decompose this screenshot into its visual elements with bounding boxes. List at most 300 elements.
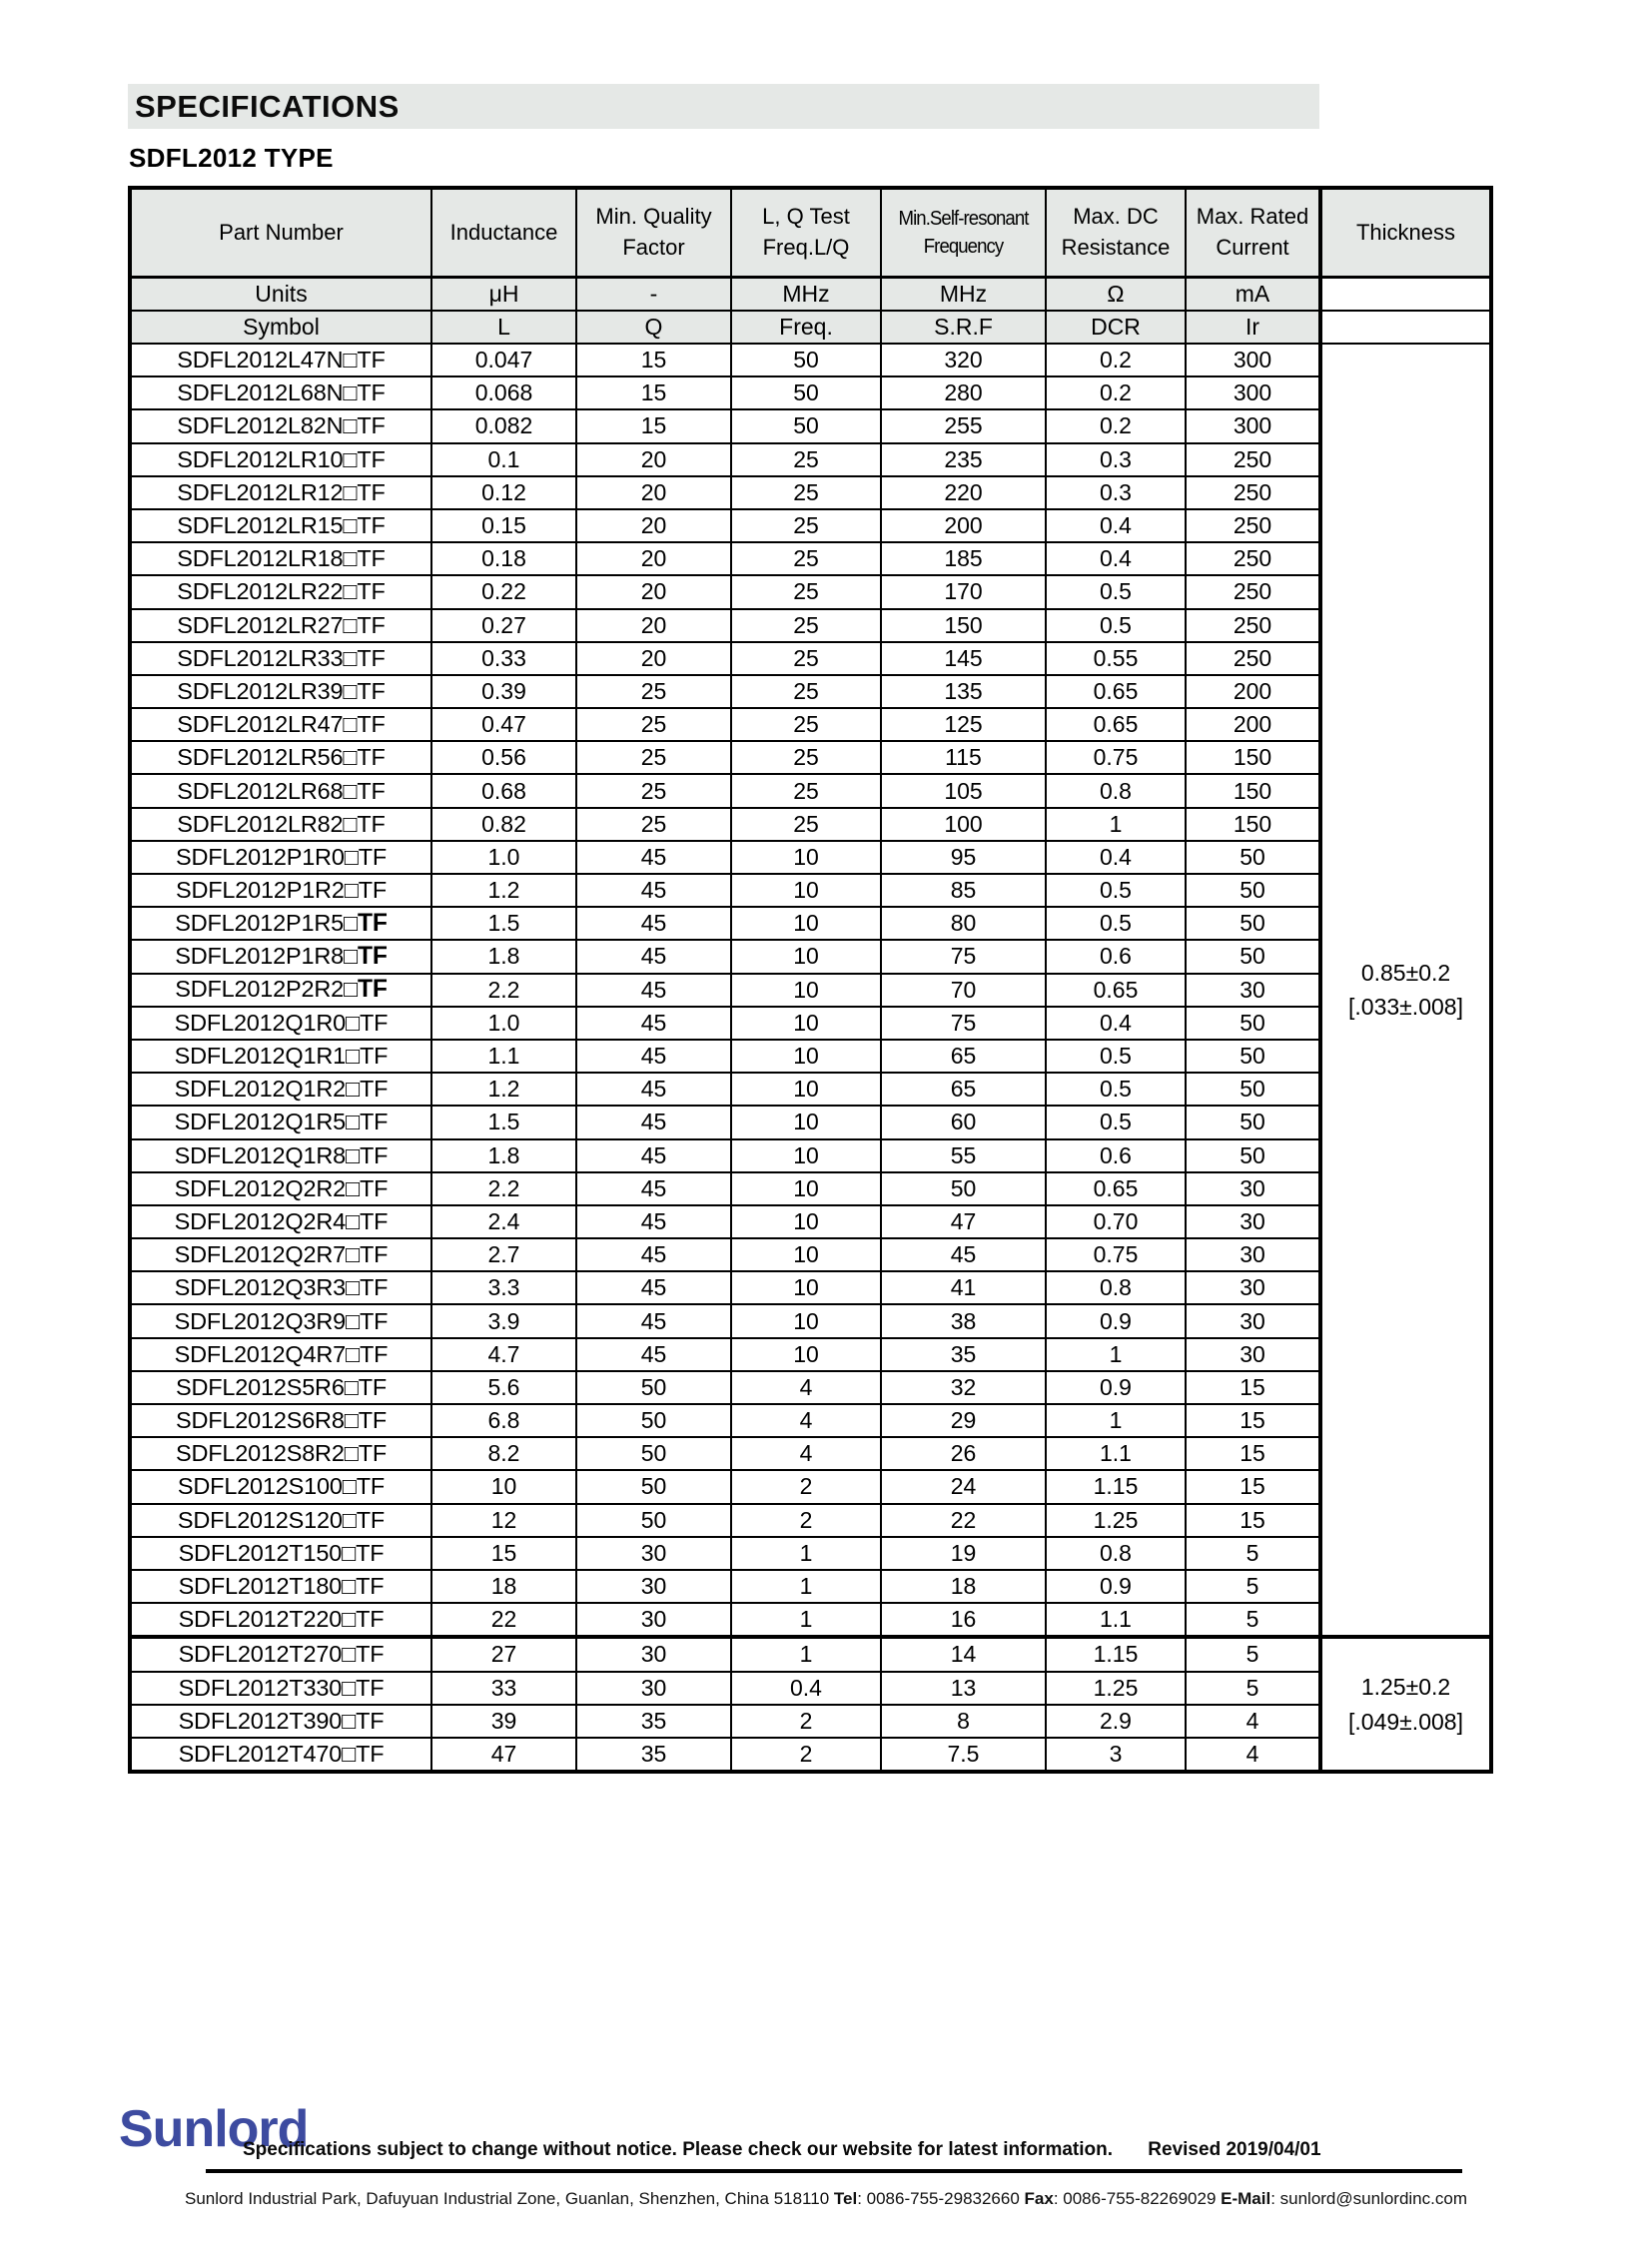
- table-row: [130, 1504, 1491, 1537]
- part-number-cell: SDFL2012P1R5□TF: [130, 907, 431, 940]
- quality-factor-cell: 45: [576, 874, 731, 907]
- rated-current-cell: 300: [1186, 376, 1320, 409]
- inductance-cell: 2.4: [431, 1205, 576, 1238]
- dcr-cell: 0.4: [1046, 542, 1186, 575]
- quality-factor-cell: 45: [576, 1205, 731, 1238]
- srf-cell: 255: [881, 409, 1046, 442]
- dcr-cell: 1.1: [1046, 1603, 1186, 1637]
- table-row: [130, 1238, 1491, 1271]
- table-row: [130, 1106, 1491, 1138]
- symbol-rated-current: Ir: [1186, 311, 1320, 344]
- quality-factor-cell: 30: [576, 1637, 731, 1671]
- dcr-cell: 1: [1046, 1404, 1186, 1437]
- test-freq-cell: 25: [731, 774, 881, 807]
- test-freq-cell: 1: [731, 1537, 881, 1570]
- col-header-inductance: Inductance: [431, 188, 576, 278]
- inductance-cell: 0.56: [431, 741, 576, 774]
- rated-current-cell: 30: [1186, 1205, 1320, 1238]
- quality-factor-cell: 45: [576, 1007, 731, 1040]
- test-freq-cell: 2: [731, 1705, 881, 1738]
- test-freq-cell: 25: [731, 642, 881, 675]
- inductance-cell: 0.1: [431, 443, 576, 476]
- part-number-cell: SDFL2012Q4R7□TF: [130, 1338, 431, 1371]
- srf-cell: 135: [881, 675, 1046, 708]
- test-freq-cell: 10: [731, 1007, 881, 1040]
- inductance-cell: 1.2: [431, 874, 576, 907]
- table-row: [130, 1007, 1491, 1040]
- inductance-cell: 15: [431, 1537, 576, 1570]
- quality-factor-cell: 50: [576, 1470, 731, 1503]
- quality-factor-cell: 50: [576, 1404, 731, 1437]
- test-freq-cell: 10: [731, 907, 881, 940]
- quality-factor-cell: 35: [576, 1738, 731, 1772]
- inductance-cell: 1.5: [431, 1106, 576, 1138]
- srf-cell: 70: [881, 974, 1046, 1007]
- inductance-cell: 4.7: [431, 1338, 576, 1371]
- dcr-cell: 0.65: [1046, 974, 1186, 1007]
- inductance-cell: 0.68: [431, 774, 576, 807]
- thickness-value-mm: 0.85±0.2: [1360, 959, 1451, 986]
- test-freq-cell: 25: [731, 509, 881, 542]
- quality-factor-cell: 45: [576, 1338, 731, 1371]
- part-number-cell: SDFL2012P1R2□TF: [130, 874, 431, 907]
- inductance-cell: 22: [431, 1603, 576, 1637]
- rated-current-cell: 5: [1186, 1672, 1320, 1705]
- footer-address: [0, 2189, 1652, 2209]
- srf-cell: 24: [881, 1470, 1046, 1503]
- test-freq-cell: 10: [731, 1172, 881, 1205]
- srf-cell: 320: [881, 344, 1046, 376]
- inductance-cell: 3.9: [431, 1304, 576, 1337]
- srf-cell: 200: [881, 509, 1046, 542]
- col-header-test-freq: L, Q Test Freq.L/Q: [731, 188, 881, 278]
- dcr-cell: 1.15: [1046, 1470, 1186, 1503]
- unit-rated-current: mA: [1186, 278, 1320, 312]
- table-row: [130, 1537, 1491, 1570]
- part-number-cell: SDFL2012T180□TF: [130, 1570, 431, 1603]
- inductance-cell: 1.2: [431, 1073, 576, 1106]
- part-number-cell: SDFL2012LR33□TF: [130, 642, 431, 675]
- test-freq-cell: 50: [731, 344, 881, 376]
- inductance-cell: 8.2: [431, 1437, 576, 1470]
- srf-cell: 47: [881, 1205, 1046, 1238]
- type-title: SDFL2012 TYPE: [129, 143, 334, 173]
- footer-divider: [206, 2169, 1462, 2173]
- rated-current-cell: 50: [1186, 1007, 1320, 1040]
- rated-current-cell: 200: [1186, 708, 1320, 741]
- table-row: [130, 940, 1491, 973]
- quality-factor-cell: 50: [576, 1371, 731, 1404]
- inductance-cell: 10: [431, 1470, 576, 1503]
- rated-current-cell: 50: [1186, 907, 1320, 940]
- inductance-cell: 2.7: [431, 1238, 576, 1271]
- inductance-cell: 6.8: [431, 1404, 576, 1437]
- rated-current-cell: 50: [1186, 1106, 1320, 1138]
- table-row: [130, 542, 1491, 575]
- table-row: [130, 907, 1491, 940]
- part-number-cell: SDFL2012L68N□TF: [130, 376, 431, 409]
- part-number-cell: SDFL2012Q1R1□TF: [130, 1040, 431, 1073]
- dcr-cell: 0.5: [1046, 907, 1186, 940]
- rated-current-cell: 150: [1186, 774, 1320, 807]
- part-number-cell: SDFL2012S8R2□TF: [130, 1437, 431, 1470]
- test-freq-cell: 25: [731, 741, 881, 774]
- header-row: [130, 188, 1491, 278]
- table-row: [130, 1139, 1491, 1172]
- test-freq-cell: 10: [731, 940, 881, 973]
- srf-cell: 280: [881, 376, 1046, 409]
- part-number-cell: SDFL2012T220□TF: [130, 1603, 431, 1637]
- table-row: [130, 708, 1491, 741]
- test-freq-cell: 10: [731, 1205, 881, 1238]
- quality-factor-cell: 20: [576, 509, 731, 542]
- test-freq-cell: 25: [731, 675, 881, 708]
- table-row: [130, 509, 1491, 542]
- srf-cell: 16: [881, 1603, 1046, 1637]
- quality-factor-cell: 25: [576, 675, 731, 708]
- dcr-cell: 0.3: [1046, 476, 1186, 509]
- srf-cell: 7.5: [881, 1738, 1046, 1772]
- table-row: [130, 1073, 1491, 1106]
- rated-current-cell: 150: [1186, 808, 1320, 841]
- test-freq-cell: 4: [731, 1404, 881, 1437]
- part-number-cell: SDFL2012P1R8□TF: [130, 940, 431, 973]
- quality-factor-cell: 25: [576, 774, 731, 807]
- inductance-cell: 0.33: [431, 642, 576, 675]
- srf-cell: 75: [881, 940, 1046, 973]
- dcr-cell: 0.9: [1046, 1304, 1186, 1337]
- table-row: [130, 443, 1491, 476]
- fax-number: : 0086-755-82269029: [1053, 2189, 1222, 2208]
- dcr-cell: 0.2: [1046, 344, 1186, 376]
- address-text: Sunlord Industrial Park, Dafuyuan Industrial Zone, Guanlan, Shenzhen, China 518110: [185, 2189, 834, 2208]
- rated-current-cell: 30: [1186, 974, 1320, 1007]
- email-label: E-Mail: [1221, 2189, 1271, 2208]
- quality-factor-cell: 25: [576, 741, 731, 774]
- symbol-thickness-blank: [1320, 311, 1491, 344]
- dcr-cell: 0.2: [1046, 376, 1186, 409]
- part-number-cell: SDFL2012Q3R3□TF: [130, 1271, 431, 1304]
- table-row: [130, 1271, 1491, 1304]
- test-freq-cell: 4: [731, 1371, 881, 1404]
- col-header-quality-factor: Min. Quality Factor: [576, 188, 731, 278]
- table-row: [130, 1338, 1491, 1371]
- table-row: [130, 1205, 1491, 1238]
- part-number-cell: SDFL2012Q1R2□TF: [130, 1073, 431, 1106]
- rated-current-cell: 4: [1186, 1705, 1320, 1738]
- rated-current-cell: 50: [1186, 841, 1320, 874]
- part-number-cell: SDFL2012LR82□TF: [130, 808, 431, 841]
- srf-cell: 45: [881, 1238, 1046, 1271]
- part-number-cell: SDFL2012LR22□TF: [130, 575, 431, 608]
- tel-number: : 0086-755-29832660: [857, 2189, 1025, 2208]
- inductance-cell: 0.18: [431, 542, 576, 575]
- srf-cell: 80: [881, 907, 1046, 940]
- table-row: [130, 1570, 1491, 1603]
- dcr-cell: 0.5: [1046, 1073, 1186, 1106]
- table-row: [130, 344, 1491, 376]
- test-freq-cell: 25: [731, 708, 881, 741]
- table-row: [130, 741, 1491, 774]
- srf-cell: 95: [881, 841, 1046, 874]
- quality-factor-cell: 30: [576, 1672, 731, 1705]
- rated-current-cell: 250: [1186, 476, 1320, 509]
- dcr-cell: 1: [1046, 1338, 1186, 1371]
- part-number-cell: SDFL2012T470□TF: [130, 1738, 431, 1772]
- test-freq-cell: 10: [731, 1106, 881, 1138]
- unit-inductance: μH: [431, 278, 576, 312]
- rated-current-cell: 30: [1186, 1172, 1320, 1205]
- table-row: [130, 409, 1491, 442]
- dcr-cell: 1.25: [1046, 1672, 1186, 1705]
- inductance-cell: 2.2: [431, 1172, 576, 1205]
- quality-factor-cell: 45: [576, 1106, 731, 1138]
- dcr-cell: 0.5: [1046, 1040, 1186, 1073]
- quality-factor-cell: 25: [576, 708, 731, 741]
- quality-factor-cell: 45: [576, 907, 731, 940]
- srf-cell: 145: [881, 642, 1046, 675]
- rated-current-cell: 250: [1186, 609, 1320, 642]
- dcr-cell: 0.55: [1046, 642, 1186, 675]
- col-header-rated-current: Max. Rated Current: [1186, 188, 1320, 278]
- srf-cell: 13: [881, 1672, 1046, 1705]
- specifications-banner: [128, 84, 1319, 129]
- unit-srf: MHz: [881, 278, 1046, 312]
- inductance-cell: 1.8: [431, 940, 576, 973]
- test-freq-cell: 2: [731, 1470, 881, 1503]
- dcr-cell: 0.2: [1046, 409, 1186, 442]
- units-row: [130, 278, 1491, 312]
- test-freq-cell: 2: [731, 1504, 881, 1537]
- symbol-test-freq: Freq.: [731, 311, 881, 344]
- test-freq-cell: 1: [731, 1637, 881, 1671]
- inductance-cell: 0.39: [431, 675, 576, 708]
- page-title: SPECIFICATIONS: [135, 89, 400, 124]
- quality-factor-cell: 45: [576, 1238, 731, 1271]
- part-number-cell: SDFL2012LR56□TF: [130, 741, 431, 774]
- quality-factor-cell: 45: [576, 1304, 731, 1337]
- rated-current-cell: 30: [1186, 1271, 1320, 1304]
- inductance-cell: 0.082: [431, 409, 576, 442]
- test-freq-cell: 50: [731, 409, 881, 442]
- footer-note-text: Specifications subject to change without notice. Please check our website for latest information.: [243, 2139, 1114, 2160]
- inductance-cell: 0.15: [431, 509, 576, 542]
- thickness-value-inch: [.049±.008]: [1348, 1708, 1463, 1735]
- revised-date: Revised 2019/04/01: [1148, 2139, 1321, 2160]
- dcr-cell: 0.3: [1046, 443, 1186, 476]
- part-number-cell: SDFL2012Q2R4□TF: [130, 1205, 431, 1238]
- test-freq-cell: 25: [731, 443, 881, 476]
- inductance-cell: 1.1: [431, 1040, 576, 1073]
- srf-cell: 14: [881, 1637, 1046, 1671]
- col-header-thickness: Thickness: [1320, 188, 1491, 278]
- table-row: [130, 476, 1491, 509]
- srf-cell: 75: [881, 1007, 1046, 1040]
- quality-factor-cell: 15: [576, 344, 731, 376]
- spec-table-body: [130, 344, 1491, 1772]
- test-freq-cell: 25: [731, 808, 881, 841]
- rated-current-cell: 50: [1186, 940, 1320, 973]
- part-number-cell: SDFL2012T390□TF: [130, 1705, 431, 1738]
- table-row: [130, 1304, 1491, 1337]
- table-row: [130, 774, 1491, 807]
- table-row: [130, 974, 1491, 1007]
- symbol-srf: S.R.F: [881, 311, 1046, 344]
- dcr-cell: 0.4: [1046, 1007, 1186, 1040]
- srf-cell: 65: [881, 1040, 1046, 1073]
- dcr-cell: 0.5: [1046, 874, 1186, 907]
- dcr-cell: 2.9: [1046, 1705, 1186, 1738]
- part-number-cell: SDFL2012LR27□TF: [130, 609, 431, 642]
- quality-factor-cell: 45: [576, 1172, 731, 1205]
- symbol-row: [130, 311, 1491, 344]
- rated-current-cell: 300: [1186, 344, 1320, 376]
- rated-current-cell: 50: [1186, 1073, 1320, 1106]
- part-number-cell: SDFL2012Q2R2□TF: [130, 1172, 431, 1205]
- dcr-cell: 0.75: [1046, 1238, 1186, 1271]
- srf-cell: 35: [881, 1338, 1046, 1371]
- dcr-cell: 0.8: [1046, 774, 1186, 807]
- part-number-cell: SDFL2012LR15□TF: [130, 509, 431, 542]
- rated-current-cell: 30: [1186, 1338, 1320, 1371]
- quality-factor-cell: 20: [576, 575, 731, 608]
- table-row: [130, 874, 1491, 907]
- part-number-cell: SDFL2012L47N□TF: [130, 344, 431, 376]
- part-number-cell: SDFL2012Q1R5□TF: [130, 1106, 431, 1138]
- inductance-cell: 18: [431, 1570, 576, 1603]
- rated-current-cell: 15: [1186, 1470, 1320, 1503]
- part-number-cell: SDFL2012S120□TF: [130, 1504, 431, 1537]
- rated-current-cell: 15: [1186, 1437, 1320, 1470]
- inductance-cell: 0.047: [431, 344, 576, 376]
- dcr-cell: 0.9: [1046, 1570, 1186, 1603]
- rated-current-cell: 15: [1186, 1404, 1320, 1437]
- dcr-cell: 0.5: [1046, 1106, 1186, 1138]
- quality-factor-cell: 45: [576, 841, 731, 874]
- test-freq-cell: 10: [731, 974, 881, 1007]
- symbol-inductance: L: [431, 311, 576, 344]
- table-row: [130, 1404, 1491, 1437]
- part-number-cell: SDFL2012P2R2□TF: [130, 974, 431, 1007]
- srf-cell: 55: [881, 1139, 1046, 1172]
- rated-current-cell: 30: [1186, 1238, 1320, 1271]
- srf-cell: 19: [881, 1537, 1046, 1570]
- test-freq-cell: 10: [731, 874, 881, 907]
- part-number-cell: SDFL2012S5R6□TF: [130, 1371, 431, 1404]
- part-number-cell: SDFL2012T270□TF: [130, 1637, 431, 1671]
- srf-cell: 65: [881, 1073, 1046, 1106]
- quality-factor-cell: 15: [576, 409, 731, 442]
- dcr-cell: 0.75: [1046, 741, 1186, 774]
- rated-current-cell: 15: [1186, 1504, 1320, 1537]
- col-header-dc-resistance: Max. DC Resistance: [1046, 188, 1186, 278]
- dcr-cell: 3: [1046, 1738, 1186, 1772]
- rated-current-cell: 300: [1186, 409, 1320, 442]
- quality-factor-cell: 45: [576, 1271, 731, 1304]
- part-number-cell: SDFL2012Q1R0□TF: [130, 1007, 431, 1040]
- table-row: [130, 642, 1491, 675]
- inductance-cell: 27: [431, 1637, 576, 1671]
- test-freq-cell: 25: [731, 476, 881, 509]
- part-number-cell: SDFL2012LR10□TF: [130, 443, 431, 476]
- rated-current-cell: 5: [1186, 1537, 1320, 1570]
- spec-table: [128, 186, 1493, 1774]
- test-freq-cell: 1: [731, 1570, 881, 1603]
- unit-quality-factor: -: [576, 278, 731, 312]
- table-row: [130, 1603, 1491, 1637]
- table-row: [130, 675, 1491, 708]
- quality-factor-cell: 45: [576, 1139, 731, 1172]
- srf-cell: 26: [881, 1437, 1046, 1470]
- rated-current-cell: 5: [1186, 1570, 1320, 1603]
- inductance-cell: 0.068: [431, 376, 576, 409]
- srf-cell: 220: [881, 476, 1046, 509]
- table-row: [130, 1637, 1491, 1671]
- dcr-cell: 0.5: [1046, 575, 1186, 608]
- quality-factor-cell: 30: [576, 1603, 731, 1637]
- srf-cell: 60: [881, 1106, 1046, 1138]
- test-freq-cell: 2: [731, 1738, 881, 1772]
- dcr-cell: 0.65: [1046, 675, 1186, 708]
- quality-factor-cell: 15: [576, 376, 731, 409]
- srf-cell: 50: [881, 1172, 1046, 1205]
- dcr-cell: 0.6: [1046, 1139, 1186, 1172]
- inductance-cell: 0.27: [431, 609, 576, 642]
- srf-cell: 85: [881, 874, 1046, 907]
- test-freq-cell: 50: [731, 376, 881, 409]
- dcr-cell: 0.70: [1046, 1205, 1186, 1238]
- srf-cell: 38: [881, 1304, 1046, 1337]
- srf-cell: 105: [881, 774, 1046, 807]
- sunlord-logo: Sunlord: [119, 2100, 309, 2158]
- dcr-cell: 0.5: [1046, 609, 1186, 642]
- dcr-cell: 0.8: [1046, 1537, 1186, 1570]
- inductance-cell: 3.3: [431, 1271, 576, 1304]
- table-row: [130, 1705, 1491, 1738]
- test-freq-cell: 10: [731, 1304, 881, 1337]
- part-number-cell: SDFL2012LR18□TF: [130, 542, 431, 575]
- part-number-cell: SDFL2012T330□TF: [130, 1672, 431, 1705]
- quality-factor-cell: 35: [576, 1705, 731, 1738]
- tel-label: Tel: [833, 2189, 858, 2208]
- quality-factor-cell: 20: [576, 443, 731, 476]
- table-row: [130, 376, 1491, 409]
- rated-current-cell: 5: [1186, 1603, 1320, 1637]
- part-number-cell: SDFL2012LR12□TF: [130, 476, 431, 509]
- quality-factor-cell: 45: [576, 1040, 731, 1073]
- part-number-cell: SDFL2012LR47□TF: [130, 708, 431, 741]
- inductance-cell: 39: [431, 1705, 576, 1738]
- units-label: Units: [130, 278, 431, 312]
- test-freq-cell: 25: [731, 609, 881, 642]
- thickness-cell: [1320, 344, 1491, 1637]
- srf-cell: 22: [881, 1504, 1046, 1537]
- quality-factor-cell: 30: [576, 1570, 731, 1603]
- test-freq-cell: 10: [731, 1139, 881, 1172]
- srf-cell: 29: [881, 1404, 1046, 1437]
- table-row: [130, 1672, 1491, 1705]
- srf-cell: 185: [881, 542, 1046, 575]
- test-freq-cell: 0.4: [731, 1672, 881, 1705]
- part-number-cell: SDFL2012S100□TF: [130, 1470, 431, 1503]
- table-row: [130, 1371, 1491, 1404]
- fax-label: Fax: [1024, 2189, 1054, 2208]
- test-freq-cell: 4: [731, 1437, 881, 1470]
- quality-factor-cell: 20: [576, 542, 731, 575]
- rated-current-cell: 200: [1186, 675, 1320, 708]
- unit-thickness-blank: [1320, 278, 1491, 312]
- srf-cell: 41: [881, 1271, 1046, 1304]
